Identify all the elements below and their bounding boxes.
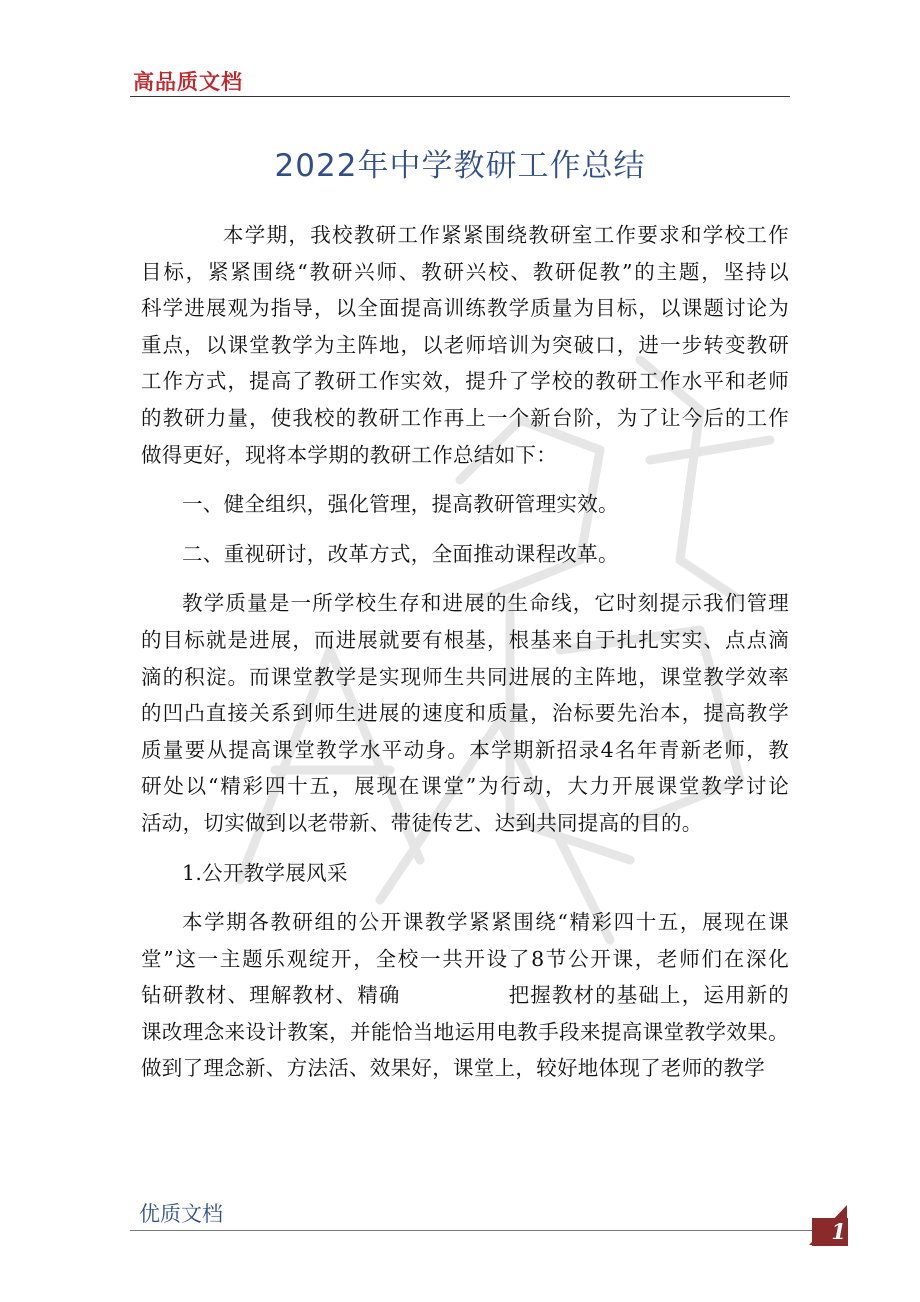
page-number: 1	[831, 1219, 846, 1244]
paragraph-line: 的教研力量，使我校的教研工作再上一个新台阶，为了让今后的工作	[141, 405, 789, 430]
paragraph-line: 课改理念来设计教案，并能恰当地运用电教手段来提高课堂教学效果。	[141, 1019, 789, 1044]
paragraph	[141, 585, 789, 841]
paragraph-line: 本学期，我校教研工作紧紧围绕教研室工作要求和学校工作	[223, 223, 789, 247]
paragraph	[141, 486, 789, 523]
paragraph-line: 堂”这一主题乐观绽开，全校一共开设了8节公开课，老师们在深化	[141, 946, 789, 971]
paragraph-line: 滴的积淀。而课堂教学是实现师生共同进展的主阵地，课堂教学效率	[141, 664, 789, 689]
paragraph-gap	[141, 572, 789, 585]
paragraph-line: 活动，切实做到以老带新、带徒传艺、达到共同提高的目的。	[141, 810, 703, 835]
paragraph-line: 的目标就是进展，而进展就要有根基，根基来自于扎扎实实、点点滴	[141, 627, 789, 652]
paragraph-gap	[141, 842, 789, 855]
header-divider	[130, 96, 790, 97]
paragraph-line: 做得更好，现将本学期的教研工作总结如下：	[141, 442, 557, 467]
document-body	[141, 217, 789, 1087]
paragraph-line: 目标，紧紧围绕“教研兴师、教研兴校、教研促教”的主题，坚持以	[141, 259, 789, 284]
footer-divider	[130, 1230, 845, 1231]
paragraph-line: 质量要从提高课堂教学水平动身。本学期新招录4名年青新老师，教	[141, 737, 789, 762]
paragraph-gap	[141, 523, 789, 536]
paragraph	[141, 536, 789, 573]
footer-brand: 优质文档	[139, 1202, 223, 1226]
paragraph-line: 二、重视研讨，改革方式，全面推动课程改革。	[182, 541, 619, 566]
paragraph-line: 钻研教材、理解教材、精确 把握教材的基础上，运用新的	[141, 983, 789, 1008]
paragraph-line: 的凹凸直接关系到师生进展的速度和质量，治标要先治本，提高教学	[141, 701, 789, 726]
header-brand: 高品质文档	[133, 70, 243, 94]
paragraph	[141, 904, 789, 1087]
paragraph-gap	[141, 891, 789, 904]
paragraph-line: 本学期各教研组的公开课教学紧紧围绕“精彩四十五，展现在课	[182, 910, 789, 935]
paragraph-line: 教学质量是一所学校生存和进展的生命线，它时刻提示我们管理	[182, 591, 789, 616]
paragraph-line: 工作方式，提高了教研工作实效，提升了学校的教研工作水平和老师	[141, 369, 789, 394]
document-title: 2022年中学教研工作总结	[274, 148, 646, 184]
paragraph-line: 1.公开教学展风采	[182, 860, 348, 885]
paragraph-line: 做到了理念新、方法活、效果好，课堂上，较好地体现了老师的教学	[141, 1056, 765, 1081]
paragraph-gap	[141, 473, 789, 486]
paragraph	[141, 855, 789, 892]
paragraph-line: 科学进展观为指导，以全面提高训练教学质量为目标，以课题讨论为	[141, 296, 789, 321]
paragraph	[141, 217, 789, 473]
paragraph-line: 一、健全组织，强化管理，提高教研管理实效。	[182, 492, 619, 517]
paragraph-line: 重点，以课堂教学为主阵地，以老师培训为突破口，进一步转变教研	[141, 332, 789, 357]
paragraph-line: 研处以“精彩四十五，展现在课堂”为行动，大力开展课堂教学讨论	[141, 774, 789, 799]
